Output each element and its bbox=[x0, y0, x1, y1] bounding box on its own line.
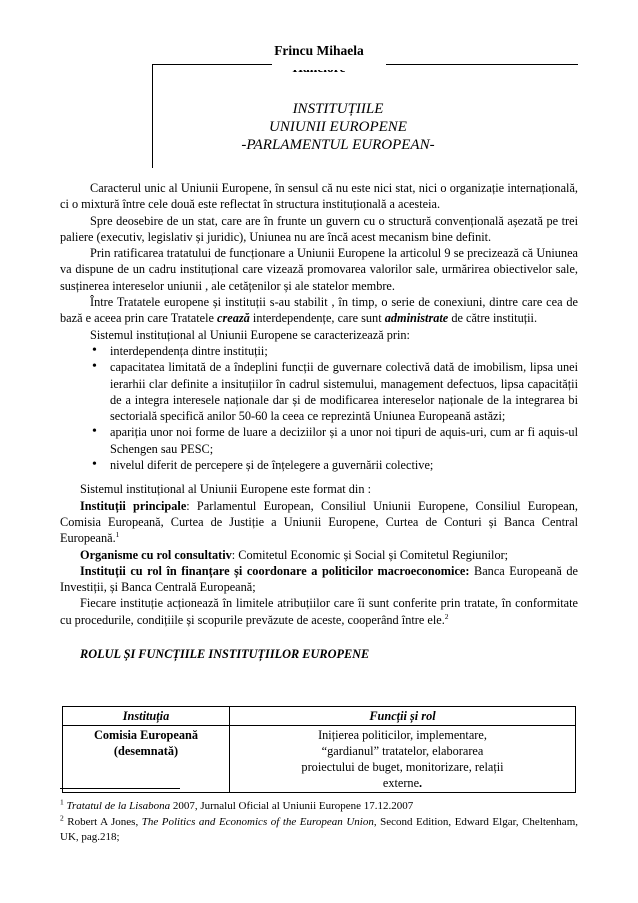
footnote-2-title: The Politics and Economics of the European Union bbox=[141, 815, 374, 828]
footnote-1-title: Tratatul de la Lisabona bbox=[66, 800, 171, 812]
table-header-row bbox=[63, 707, 576, 726]
author-name-line1: Frincu Mihaela bbox=[274, 43, 364, 58]
p4-text-a: Între Tratatele europene și instituții s-au stabilit , în timp, o serie de conexiuni, dintre care cea de bază e aceea prin care Tratatele bbox=[60, 295, 578, 326]
p4-emphasis-creaza: crează bbox=[217, 311, 250, 326]
financial-institutions-label: Instituții cu rol în finanțare și coordonare a politicilor macroeconomice: bbox=[80, 563, 470, 578]
title-line1: INSTITUȚIILE bbox=[292, 101, 384, 117]
list-item: • capacitatea limitată de a îndeplini funcții de guvernare colectivă dată de imobilism, lipsa unei ierarhii clar definite a insituțiilor în cadrul sistemului, management defectuos, lipsa capacității de a integra interesele naționale dar și de modificarea intereselor naționale de la integrarea bi sectorială specifică anilor 50-60 la ceea ce reprezintă Uniunea Europeană astăzi; bbox=[90, 359, 578, 424]
footnote-2 bbox=[60, 812, 579, 846]
table-row bbox=[63, 726, 576, 793]
paragraph-1: Caracterul unic al Uniunii Europene, în sensul că nu este nici stat, nici o organizație internațională, ci o mixtură între cele două este reflectat în structura instituțională a acesteia. bbox=[60, 181, 578, 212]
structure-intro: Sistemul instituțional al Uniunii Europene este format din : bbox=[80, 482, 371, 497]
footnote-2-author: Robert A Jones, bbox=[63, 815, 142, 828]
list-item: • interdependența dintre instituții; bbox=[90, 343, 578, 359]
main-institutions-text: : Parlamentul European, Consiliul Uniunii Europene, Consiliul European, Comisia Europeană, Curtea de Justiție a Uniunii Europene, Curtea de Conturi și Banca Central Europeană. bbox=[60, 498, 578, 546]
title-frame-right-line bbox=[386, 64, 578, 65]
financial-institutions-text: Banca Europeană de Investiții, și Banca Centrală Europeană; bbox=[60, 563, 578, 595]
p4-emphasis-administrate: administrate bbox=[384, 311, 449, 326]
consultative-bodies bbox=[60, 547, 578, 563]
footnote-ref-1[interactable]: 1 bbox=[115, 530, 120, 540]
list-item: • nivelul diferit de percepere și de înțelegere a guvernării colective; bbox=[90, 457, 578, 473]
table-header-institution: Instituția bbox=[63, 707, 230, 726]
footnotes bbox=[60, 799, 578, 846]
p4-text-e: de către instituții. bbox=[448, 311, 538, 326]
closing-text: Fiecare instituție acționează în limitele atribuțiilor care îi sunt conferite prin tratate, în conformitate cu procedurile, condițiile și scopurile prevăzute de aceste, cooperând între ele. bbox=[60, 596, 578, 627]
document-title bbox=[0, 100, 638, 154]
footnote-1-text: 2007, Jurnalul Oficial al Uniunii Europene 17.12.2007 bbox=[170, 800, 414, 812]
paragraph-5: Sistemul instituțional al Uniunii Europene se caracterizează prin: bbox=[90, 327, 410, 342]
table-cell-functions bbox=[230, 726, 576, 793]
characteristics-list bbox=[60, 343, 578, 473]
functions-line-text: externe bbox=[382, 776, 420, 790]
paragraph-3: Prin ratificarea tratatului de funcționare a Uniunii Europene la articolul 9 se precizează că Uniunea va dispune de un cadru instituțional care vizează promovarea valorilor sale, urmărirea obiectivelor sale, susținerea intereselor uniunii , ale cetățenilor și ale statelor membre. bbox=[60, 246, 578, 293]
footnote-2-text: , Second Edition, Edward Elgar, Cheltenham, UK, pag.218; bbox=[60, 815, 579, 843]
section-heading: ROLUL ȘI FUNCȚIILE INSTITUȚIILOR EUROPENE bbox=[80, 647, 370, 662]
footnote-separator bbox=[60, 788, 180, 789]
title-line3: -PARLAMENTUL EUROPEAN- bbox=[241, 137, 435, 153]
paragraph-4 bbox=[60, 294, 578, 327]
footnote-2-number: 2 bbox=[60, 812, 64, 822]
footnote-1-number: 1 bbox=[60, 797, 64, 807]
footnote-ref-2[interactable]: 2 bbox=[444, 611, 449, 621]
consultative-bodies-text: : Comitetul Economic și Social și Comitetul Regiunilor; bbox=[231, 547, 509, 562]
functions-line: Inițierea politicilor, implementare, bbox=[318, 728, 487, 742]
institutions-table bbox=[62, 706, 576, 793]
consultative-bodies-label: Organisme cu rol consultativ bbox=[80, 547, 232, 562]
table-cell-institution bbox=[63, 726, 230, 793]
p4-text-c: interdependențe, care sunt bbox=[249, 311, 385, 326]
list-item: • apariția unor noi forme de luare a deciziilor și a unor noi tipuri de aquis-uri, cum ar fi aquis-ul Schengen sau PESC; bbox=[90, 424, 578, 457]
frame-gap bbox=[272, 58, 386, 70]
functions-line-end: . bbox=[419, 776, 423, 790]
financial-institutions bbox=[60, 563, 578, 596]
footnote-1 bbox=[60, 799, 578, 815]
spacer bbox=[60, 473, 578, 481]
functions-line: “gardianul” tratatelor, elaborarea bbox=[321, 744, 484, 758]
paragraph-2: Spre deosebire de un stat, care are în frunte un guvern cu o structură convențională așezată pe trei paliere (executiv, legislativ și juridic), Uniunea nu are încă acest mecanism bine definit. bbox=[60, 213, 578, 244]
institution-note: (desemnată) bbox=[113, 744, 179, 758]
functions-line bbox=[234, 775, 571, 791]
closing-paragraph bbox=[60, 595, 578, 628]
main-institutions-label: Instituții principale bbox=[80, 498, 187, 513]
title-line2: UNIUNII EUROPENE bbox=[269, 119, 407, 135]
functions-line: proiectului de buget, monitorizare, relații bbox=[301, 760, 504, 774]
table-header-functions: Funcții și rol bbox=[230, 707, 576, 726]
main-content bbox=[60, 180, 578, 662]
main-institutions bbox=[60, 498, 578, 547]
institution-name: Comisia Europeană bbox=[94, 728, 198, 742]
